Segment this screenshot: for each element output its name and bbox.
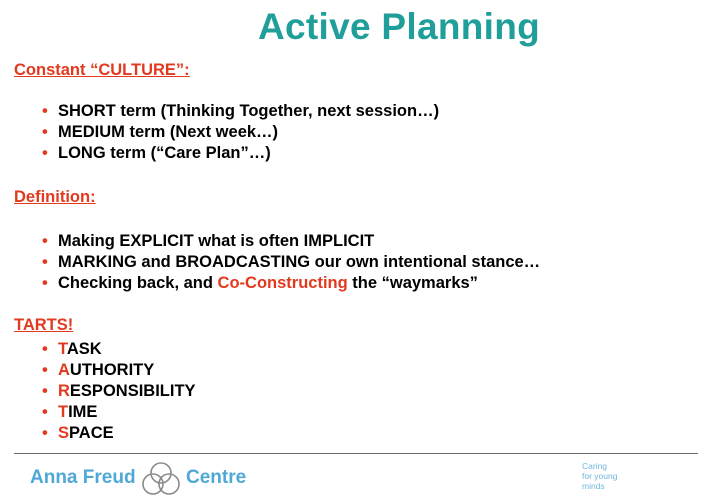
slide-title: Active Planning — [257, 6, 541, 47]
bullet-icon: • — [42, 123, 48, 141]
list-item: • TASK — [42, 340, 102, 358]
definition-heading: Definition: — [14, 188, 96, 206]
bullet-icon: • — [42, 253, 48, 271]
list-item: • MEDIUM term (Next week…) — [42, 123, 279, 141]
co-constructing-highlight: Co-Constructing — [217, 274, 348, 292]
tarts-list — [42, 339, 196, 444]
bullet-icon: • — [42, 274, 48, 292]
bullet-icon: • — [42, 382, 48, 400]
list-item: • TIME — [42, 403, 98, 421]
bullet-icon: • — [42, 403, 48, 421]
bullet-icon: • — [42, 232, 48, 250]
bullet-icon: • — [42, 102, 48, 120]
bullet-icon: • — [42, 144, 48, 162]
list-item: • MARKING and BROADCASTING our own intentional stance… — [42, 253, 541, 271]
bullet-icon: • — [42, 424, 48, 442]
list-item: • LONG term (“Care Plan”…) — [42, 144, 271, 162]
bullet-icon: • — [42, 340, 48, 358]
culture-list — [42, 101, 439, 164]
bullet-icon: • — [42, 361, 48, 379]
culture-heading: Constant “CULTURE”: — [14, 61, 190, 79]
list-item: • RESPONSIBILITY — [42, 382, 196, 400]
tarts-heading: TARTS! — [14, 316, 74, 334]
list-item: • SPACE — [42, 424, 114, 442]
list-item: • SHORT term (Thinking Together, next session…) — [42, 102, 440, 120]
list-item: • AUTHORITY — [42, 361, 155, 379]
logo-text-centre: Centre — [186, 467, 247, 488]
logo-text-anna-freud: Anna Freud — [30, 467, 136, 488]
definition-list — [42, 231, 540, 294]
footer-divider — [14, 453, 698, 454]
list-item: • Checking back, and Co-Constructing the “waymarks” — [42, 274, 478, 292]
list-item: • Making EXPLICIT what is often IMPLICIT — [42, 232, 375, 250]
tagline: Caring for young minds — [582, 461, 618, 491]
triquetra-icon — [140, 460, 182, 496]
